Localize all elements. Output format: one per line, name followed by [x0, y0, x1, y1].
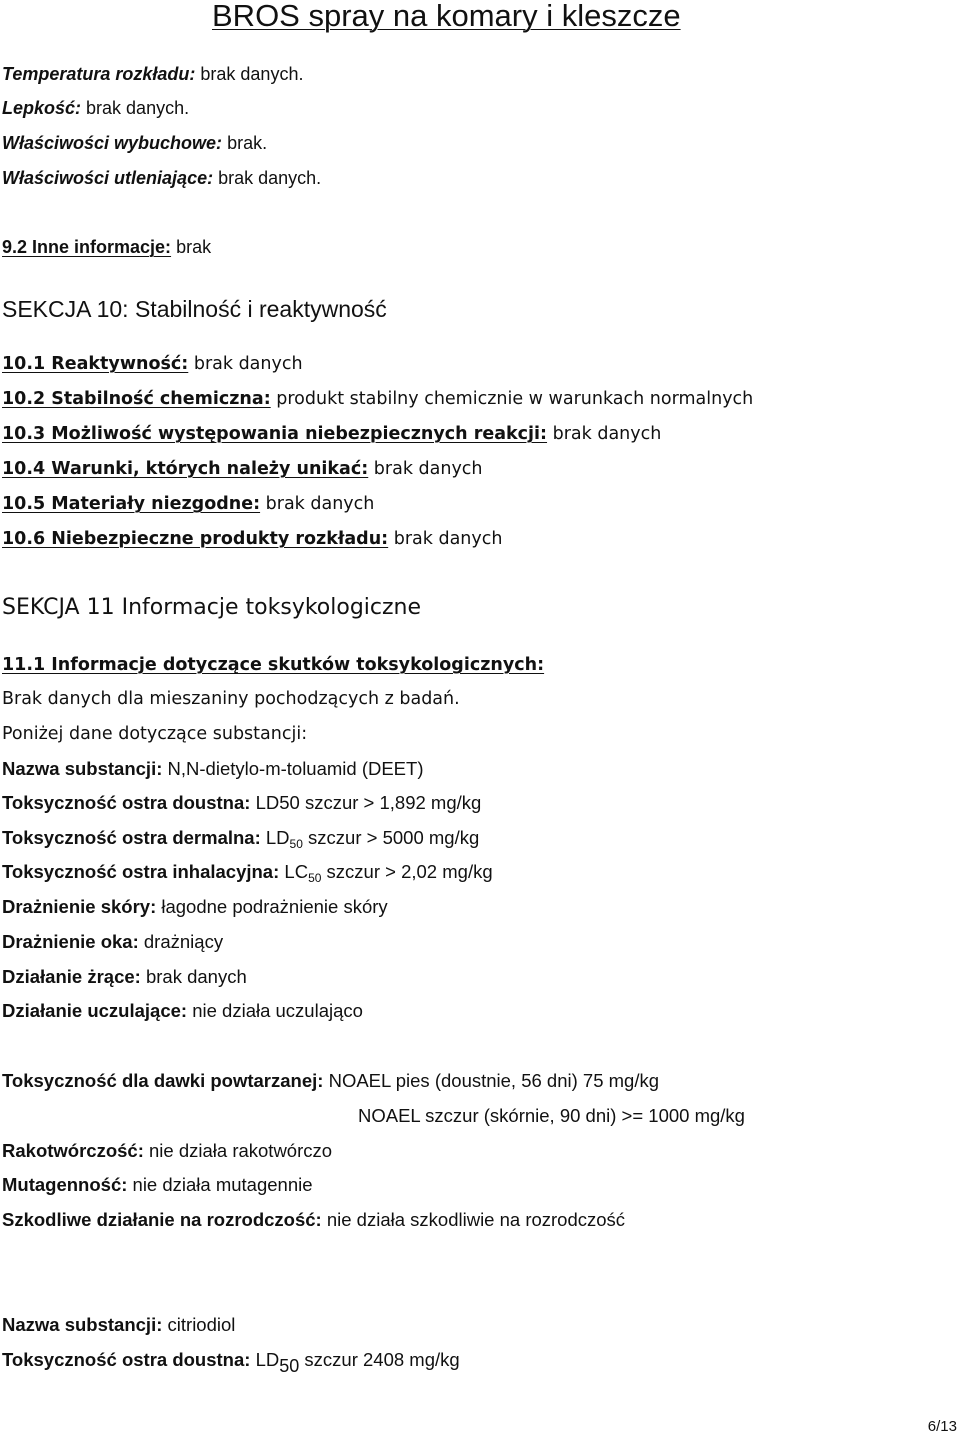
repeated-dose-row: Toksyczność dla dawki powtarzanej: NOAEL pies (doustnie, 56 dni) 75 mg/kg: [2, 1070, 660, 1091]
acute-oral-row: Toksyczność ostra doustna: LD50 szczur 2408 mg/kg: [2, 1349, 460, 1376]
other-info-row: 9.2 Inne informacje: brak: [2, 237, 212, 257]
section-10-row: 10.5 Materiały niezgodne: brak danych: [2, 494, 375, 514]
section-10-row: 10.3 Możliwość występowania niebezpiecznych reakcji: brak danych: [2, 424, 662, 444]
carcinogenicity-row: Rakotwórczość: nie działa rakotwórczo: [2, 1140, 333, 1161]
page-number: 6/13: [927, 1418, 957, 1435]
section-10-row: 10.4 Warunki, których należy unikać: brak danych: [2, 459, 483, 479]
substance-name-row: Nazwa substancji: N,N-dietylo-m-toluamid (DEET): [2, 758, 424, 779]
section-10-row: 10.2 Stabilność chemiczna: produkt stabilny chemicznie w warunkach normalnych: [2, 389, 754, 409]
acute-inhalation-row: Toksyczność ostra inhalacyjna: $LC_{50}$ szczur > 2,02 mg/kg: [2, 861, 493, 885]
property-row: Właściwości utleniające: brak danych.: [2, 168, 322, 188]
reproductive-toxicity-row: Szkodliwe działanie na rozrodczość: nie działa szkodliwie na rozrodczość: [2, 1209, 626, 1230]
property-row: Właściwości wybuchowe: brak.: [2, 133, 268, 153]
corrosive-row: Działanie żrące: brak danych: [2, 966, 247, 987]
no-data-line: Brak danych dla mieszaniny pochodzących z badań.: [2, 689, 460, 709]
acute-oral-row: Toksyczność ostra doustna: LD50 szczur > 1,892 mg/kg: [2, 792, 482, 813]
substance-name-row: Nazwa substancji: citriodiol: [2, 1314, 236, 1335]
repeated-dose-row-2: NOAEL szczur (skórnie, 90 dni) >= 1000 mg/kg: [358, 1105, 745, 1126]
sensitization-row: Działanie uczulające: nie działa uczulająco: [2, 1000, 363, 1021]
acute-dermal-row: Toksyczność ostra dermalna: $LD_{50}$ szczur > 5000 mg/kg: [2, 827, 480, 851]
document-title: BROS spray na komary i kleszcze: [212, 0, 681, 33]
property-row: Temperatura rozkładu: brak danych.: [2, 64, 304, 84]
section-10-row: 10.1 Reaktywność: brak danych: [2, 354, 303, 374]
mutagenicity-row: Mutagenność: nie działa mutagennie: [2, 1174, 313, 1195]
section-10-row: 10.6 Niebezpieczne produkty rozkładu: brak danych: [2, 529, 503, 549]
eye-irritation-row: Drażnienie oka: drażniący: [2, 931, 224, 952]
section-11-heading: SEKCJA 11 Informacje toksykologiczne: [2, 595, 422, 620]
skin-irritation-row: Drażnienie skóry: łagodne podrażnienie skóry: [2, 896, 388, 917]
substance-data-intro: Poniżej dane dotyczące substancji:: [2, 724, 308, 744]
section-10-heading: SEKCJA 10: Stabilność i reaktywność: [2, 296, 387, 322]
property-row: Lepkość: brak danych.: [2, 98, 190, 118]
section-11-subheading: 11.1 Informacje dotyczące skutków toksykologicznych:: [2, 655, 545, 675]
